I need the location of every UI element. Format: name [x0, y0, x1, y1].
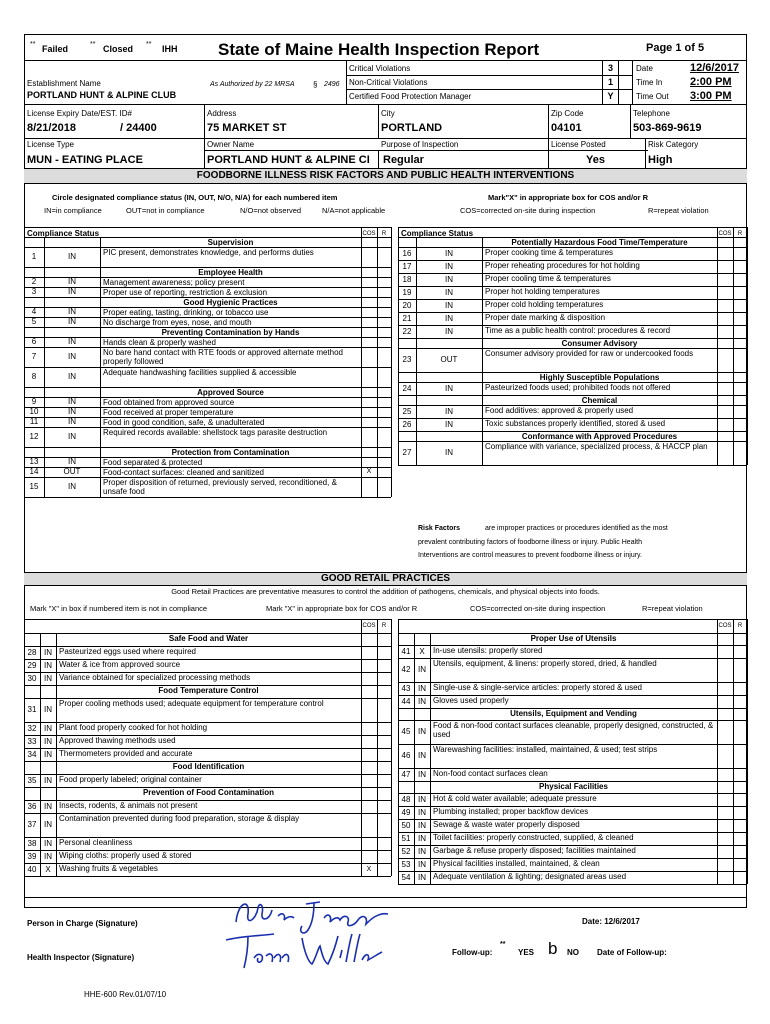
group-title: Physical Facilities: [539, 782, 608, 791]
date-label: Date: [636, 64, 653, 73]
item-description: Consumer advisory provided for raw or undercooked foods: [485, 349, 694, 358]
closed-mark: **: [90, 41, 96, 48]
item-number: 6: [31, 337, 37, 346]
group-title: Proper Use of Utensils: [530, 634, 617, 643]
item-number: 7: [31, 352, 37, 361]
item-description: Proper cooling time & temperatures: [485, 274, 611, 283]
item-number: 42: [401, 665, 411, 674]
item-number: 23: [402, 355, 412, 364]
item-description: Food obtained from approved source: [103, 398, 235, 407]
critical-count: 3: [607, 63, 613, 73]
phone-value: 503-869-9619: [633, 122, 702, 134]
retail-legend-mark: Mark "X" in box if numbered item is not in compliance: [30, 604, 208, 613]
item-description: Plumbing installed; proper backflow devices: [433, 807, 589, 816]
item-description: Single-use & single-service articles: properly stored & used: [433, 683, 642, 692]
item-number: 25: [402, 406, 412, 416]
item-description: In-use utensils: properly stored: [433, 646, 543, 655]
item-description: Gloves used properly: [433, 696, 509, 705]
compliance-status[interactable]: IN: [68, 307, 76, 316]
group-title: Utensils, Equipment and Vending: [510, 709, 637, 718]
item-number: 18: [402, 274, 412, 284]
item-number: 39: [27, 851, 37, 861]
item-description: Toxic substances properly identified, stored & used: [485, 419, 666, 428]
item-number: 2: [31, 277, 37, 286]
compliance-status[interactable]: IN: [68, 287, 76, 296]
compliance-status[interactable]: IN: [44, 647, 52, 657]
compliance-status[interactable]: IN: [44, 851, 52, 861]
item-description: Proper cold holding temperatures: [485, 300, 604, 309]
legend-out: OUT=not in compliance: [126, 206, 205, 215]
compliance-status[interactable]: IN: [44, 673, 52, 683]
item-description: Hands clean & properly washed: [103, 338, 216, 347]
item-number: 10: [29, 407, 39, 416]
item-number: 29: [27, 660, 37, 670]
report-title: State of Maine Health Inspection Report: [218, 40, 540, 59]
item-description: Compliance with variance, specialized process, & HACCP plan: [485, 442, 708, 451]
item-number: 45: [401, 727, 411, 736]
license-expiry: 8/21/2018: [27, 122, 76, 134]
item-description: Proper hot holding temperatures: [485, 287, 600, 296]
group-title: Approved Source: [197, 388, 264, 397]
inspector-signature-label: Health Inspector (Signature): [27, 953, 135, 962]
item-description: Required records available: shellstock tags parasite destruction: [103, 428, 328, 437]
group-title: Supervision: [207, 238, 254, 247]
item-description: Wiping cloths: properly used & stored: [59, 851, 192, 860]
compliance-status[interactable]: IN: [445, 300, 453, 310]
item-number: 14: [29, 467, 39, 476]
r-header: R: [381, 623, 387, 629]
group-title: Food Identification: [172, 762, 245, 771]
form-id: HHE-600 Rev.01/07/10: [84, 990, 167, 999]
compliance-status[interactable]: IN: [68, 352, 76, 361]
item-description: PIC present, demonstrates knowledge, and performs duties: [103, 248, 314, 257]
compliance-status[interactable]: X: [45, 864, 51, 874]
compliance-status[interactable]: IN: [418, 751, 426, 760]
compliance-status[interactable]: IN: [44, 820, 52, 829]
item-description: Toilet facilities: properly constructed, supplied, & cleaned: [433, 833, 634, 842]
item-number: 32: [27, 723, 37, 733]
compliance-status[interactable]: IN: [68, 457, 76, 466]
compliance-status[interactable]: IN: [44, 660, 52, 670]
legend-no: N/O=not observed: [240, 206, 302, 215]
item-description: Food separated & protected: [103, 458, 203, 467]
establishment-label: Establishment Name: [27, 79, 101, 88]
compliance-status[interactable]: IN: [68, 432, 76, 441]
section-mark: §: [313, 80, 318, 89]
legend-cos: COS=corrected on-site during inspection: [460, 206, 596, 215]
group-title: Protection from Contamination: [171, 448, 290, 457]
compliance-status[interactable]: IN: [68, 407, 76, 416]
instr-right: Mark"X" in appropriate box for COS and/or R: [488, 193, 649, 202]
license-expiry-label: License Expiry Date/EST. ID#: [27, 109, 132, 118]
critical-label: Critical Violations: [349, 64, 411, 73]
item-description: Proper eating, tasting, drinking, or tobacco use: [103, 308, 269, 317]
cos-header: COS: [718, 231, 732, 237]
item-description: Food & non-food contact surfaces cleanable, properly designed, constructed, & used: [433, 721, 714, 739]
date-value: 12/6/2017: [690, 62, 739, 74]
address-value: 75 MARKET ST: [207, 122, 287, 134]
compliance-status[interactable]: IN: [445, 448, 453, 457]
item-description: Time as a public health control: procedures & record: [485, 326, 671, 335]
compliance-status[interactable]: OUT: [63, 467, 81, 476]
license-posted: Yes: [586, 154, 605, 166]
section-num: 2496: [324, 81, 340, 88]
item-description: Proper reheating procedures for hot holding: [485, 261, 640, 270]
item-number: 49: [401, 807, 411, 817]
item-number: 22: [402, 326, 412, 336]
item-description: Proper use of reporting, restriction & exclusion: [103, 288, 268, 297]
compliance-status[interactable]: IN: [44, 775, 52, 785]
legend-in: IN=in compliance: [44, 206, 102, 215]
item-number: 34: [27, 749, 37, 759]
group-title: Preventing Contamination by Hands: [161, 328, 300, 337]
zip-label: Zip Code: [551, 109, 584, 118]
city-value: PORTLAND: [381, 122, 443, 134]
foodborne-title: FOODBORNE ILLNESS RISK FACTORS AND PUBLIC HEALTH INTERVENTIONS: [196, 170, 575, 181]
license-posted-label: License Posted: [551, 140, 606, 149]
compliance-status[interactable]: IN: [68, 397, 76, 406]
compliance-status-header: Compliance Status: [401, 229, 474, 238]
item-description: Non-food contact surfaces clean: [433, 769, 548, 778]
legend-r: R=repeat violation: [648, 206, 709, 215]
item-number: 44: [401, 696, 411, 706]
time-in-label: Time In: [636, 78, 663, 87]
item-description: Physical facilities installed, maintained, & clean: [433, 859, 600, 868]
compliance-status[interactable]: IN: [445, 326, 453, 336]
item-description: Personal cleanliness: [59, 838, 133, 847]
item-description: Utensils, equipment, & linens: properly stored, dried, & handled: [433, 659, 657, 668]
item-number: 48: [401, 794, 411, 804]
retail-intro: Good Retail Practices are preventative measures to control the addition of pathogens, chemicals, and physical objects into foods.: [171, 587, 600, 596]
item-description: Plant food properly cooked for hot holding: [59, 723, 208, 732]
item-number: 27: [402, 448, 412, 457]
item-description: Food received at proper temperature: [103, 408, 234, 417]
item-number: 30: [27, 673, 37, 683]
item-number: 8: [31, 372, 37, 381]
item-description: Washing fruits & vegetables: [59, 864, 158, 873]
item-number: 53: [401, 859, 411, 869]
group-title: Chemical: [581, 396, 618, 405]
group-title: Food Temperature Control: [158, 686, 259, 695]
time-out-value: 3:00 PM: [690, 90, 732, 102]
inspector-signature: [222, 928, 392, 972]
item-number: 1: [31, 252, 37, 261]
retail-legend-r: R=repeat violation: [642, 604, 703, 613]
item-description: Food additives: approved & properly used: [485, 406, 634, 415]
compliance-status[interactable]: IN: [445, 274, 453, 284]
item-number: 43: [401, 683, 411, 693]
item-number: 5: [31, 317, 37, 326]
cos-box[interactable]: X: [366, 468, 372, 475]
compliance-status[interactable]: IN: [418, 833, 426, 843]
item-description: Food-contact surfaces: cleaned and sanitized: [103, 468, 264, 477]
item-description: Proper date marking & disposition: [485, 313, 606, 322]
item-number: 4: [31, 307, 37, 316]
compliance-status-header: Compliance Status: [27, 229, 100, 238]
item-description: No bare hand contact with RTE foods or approved alternate method properly followed: [103, 348, 343, 366]
item-number: 3: [31, 287, 37, 296]
item-number: 24: [402, 383, 412, 393]
risk-note-d: Interventions are control measures to prevent foodborne illness or injury.: [418, 552, 642, 559]
item-number: 12: [29, 432, 39, 441]
phone-label: Telephone: [633, 109, 670, 118]
followup-mark: **: [500, 941, 506, 948]
followup-label: Follow-up:: [452, 948, 493, 957]
failed-mark: **: [30, 41, 36, 48]
time-in-value: 2:00 PM: [690, 76, 732, 88]
address-label: Address: [207, 109, 237, 118]
compliance-status[interactable]: IN: [44, 838, 52, 848]
item-number: 41: [401, 646, 411, 656]
item-number: 16: [402, 248, 412, 258]
compliance-status[interactable]: IN: [68, 317, 76, 326]
item-description: Water & ice from approved source: [59, 660, 181, 669]
compliance-status[interactable]: IN: [68, 372, 76, 381]
item-number: 47: [401, 769, 411, 779]
item-number: 26: [402, 419, 412, 429]
risk-label: Risk Category: [648, 140, 699, 149]
compliance-status[interactable]: IN: [418, 696, 426, 706]
item-number: 33: [27, 736, 37, 746]
item-description: Food properly labeled; original container: [59, 775, 202, 784]
ihh-checkbox[interactable]: IHH: [162, 44, 178, 54]
item-description: Pasteurized foods used; prohibited foods not offered: [485, 383, 671, 392]
item-number: 15: [29, 482, 39, 491]
item-number: 40: [27, 864, 37, 874]
cfpm-label: Certified Food Protection Manager: [349, 92, 472, 101]
pic-signature-label: Person in Charge (Signature): [27, 919, 138, 928]
retail-title: GOOD RETAIL PRACTICES: [320, 573, 451, 584]
compliance-status[interactable]: OUT: [440, 355, 458, 364]
compliance-status[interactable]: IN: [68, 277, 76, 286]
purpose-label: Purpose of Inspection: [381, 140, 459, 149]
item-number: 9: [31, 397, 37, 406]
item-description: Insects, rodents, & animals not present: [59, 801, 198, 810]
compliance-status[interactable]: IN: [445, 313, 453, 323]
compliance-status[interactable]: IN: [445, 406, 453, 416]
cos-header: COS: [362, 623, 376, 629]
cos-header: COS: [718, 623, 732, 629]
item-description: Approved thawing methods used: [59, 736, 176, 745]
compliance-status[interactable]: X: [419, 646, 425, 656]
zip-value: 04101: [551, 122, 582, 134]
compliance-status[interactable]: IN: [68, 252, 76, 261]
item-number: 19: [402, 287, 412, 297]
license-type: MUN - EATING PLACE: [27, 154, 143, 166]
item-description: Hot & cold water available; adequate pressure: [433, 794, 597, 803]
item-description: Adequate ventilation & lighting; designated areas used: [433, 872, 627, 881]
group-title: Safe Food and Water: [168, 634, 249, 643]
item-number: 13: [29, 457, 39, 466]
compliance-status[interactable]: IN: [68, 337, 76, 346]
item-number: 20: [402, 300, 412, 310]
item-number: 51: [401, 833, 411, 843]
item-number: 17: [402, 261, 412, 271]
group-title: Prevention of Food Contamination: [142, 788, 275, 797]
item-description: Garbage & refuse properly disposed; facilities maintained: [433, 846, 636, 855]
compliance-status[interactable]: IN: [418, 807, 426, 817]
cfpm-value: Y: [607, 91, 614, 101]
owner-value: PORTLAND HUNT & ALPINE CI: [207, 154, 370, 166]
item-description: Proper disposition of returned, previously served, reconditioned, & unsafe food: [103, 478, 337, 496]
item-number: 35: [27, 775, 37, 785]
group-title: Conformance with Approved Procedures: [521, 432, 678, 441]
item-description: Food in good condition, safe, & unadulterated: [103, 418, 265, 427]
cos-header: COS: [362, 231, 376, 237]
city-label: City: [381, 109, 395, 118]
item-description: No discharge from eyes, nose, and mouth: [103, 318, 252, 327]
compliance-status[interactable]: IN: [418, 727, 426, 736]
compliance-status[interactable]: IN: [445, 287, 453, 297]
compliance-status[interactable]: IN: [44, 705, 52, 714]
failed-checkbox[interactable]: Failed: [42, 44, 69, 54]
item-number: 37: [27, 820, 37, 829]
compliance-status[interactable]: IN: [44, 749, 52, 759]
retail-legend-cosr: Mark "X" in appropriate box for COS and/or R: [266, 604, 418, 613]
compliance-status[interactable]: IN: [418, 872, 426, 882]
compliance-status[interactable]: IN: [418, 794, 426, 804]
item-number: 52: [401, 846, 411, 856]
item-description: Contamination prevented during food preparation, storage & display: [59, 814, 300, 823]
ihh-mark: **: [146, 41, 152, 48]
compliance-status[interactable]: IN: [44, 736, 52, 746]
risk-note-c: prevalent contributing factors of foodborne illness or injury. Public Health: [418, 539, 642, 546]
compliance-status[interactable]: IN: [418, 665, 426, 674]
compliance-status[interactable]: IN: [445, 383, 453, 393]
inspection-date: Date: 12/6/2017: [582, 917, 640, 926]
est-id: / 24400: [120, 122, 157, 134]
item-number: 21: [402, 313, 412, 323]
noncritical-count: 1: [607, 77, 613, 87]
item-description: Warewashing facilities: installed, maintained, & used; test strips: [433, 745, 658, 754]
followup-date-label: Date of Follow-up:: [597, 948, 667, 957]
r-header: R: [737, 231, 743, 237]
group-title: Potentially Hazardous Food Time/Temperature: [511, 238, 688, 247]
compliance-status[interactable]: IN: [445, 419, 453, 429]
item-number: 54: [401, 872, 411, 882]
retail-legend-cos: COS=corrected on-site during inspection: [470, 604, 606, 613]
compliance-status[interactable]: IN: [445, 261, 453, 271]
item-description: Proper cooking time & temperatures: [485, 248, 614, 257]
compliance-status[interactable]: IN: [418, 769, 426, 779]
item-number: 46: [401, 751, 411, 760]
compliance-status[interactable]: IN: [445, 248, 453, 258]
group-title: Consumer Advisory: [561, 339, 638, 348]
instr-left: Circle designated compliance status (IN, OUT, N/O, N/A) for each numbered item: [52, 193, 338, 202]
item-number: 28: [27, 647, 37, 657]
time-out-label: Time Out: [636, 92, 669, 101]
item-number: 11: [29, 417, 39, 426]
group-title: Employee Health: [198, 268, 263, 277]
item-description: Adequate handwashing facilities supplied & accessible: [103, 368, 297, 377]
group-title: Good Hygienic Practices: [183, 298, 278, 307]
item-number: 38: [27, 838, 37, 848]
item-description: Proper cooling methods used; adequate equipment for temperature control: [59, 699, 324, 708]
item-number: 50: [401, 820, 411, 830]
item-description: Sewage & waste water properly disposed: [433, 820, 580, 829]
followup-yes[interactable]: YES: [518, 948, 535, 957]
item-description: Thermometers provided and accurate: [59, 749, 193, 758]
risk-note-b: are improper practices or procedures identified as the most: [485, 525, 668, 532]
authority-text: As Authorized by 22 MRSA: [210, 81, 295, 88]
compliance-status[interactable]: IN: [44, 801, 52, 811]
risk-value: High: [648, 154, 673, 166]
compliance-status[interactable]: IN: [418, 846, 426, 856]
followup-no-mark: b: [548, 939, 558, 958]
owner-label: Owner Name: [207, 140, 255, 149]
purpose-value: Regular: [383, 154, 424, 166]
item-description: Pasteurized eggs used where required: [59, 647, 196, 656]
compliance-status[interactable]: IN: [418, 683, 426, 693]
compliance-status[interactable]: IN: [418, 859, 426, 869]
noncritical-label: Non-Critical Violations: [349, 78, 428, 87]
closed-checkbox[interactable]: Closed: [103, 44, 134, 54]
compliance-status[interactable]: IN: [418, 820, 426, 830]
item-description: Management awareness; policy present: [103, 278, 245, 287]
compliance-status[interactable]: IN: [44, 723, 52, 733]
cos-box[interactable]: X: [366, 865, 372, 873]
establishment-name: PORTLAND HUNT & ALPINE CLUB: [27, 90, 177, 100]
followup-no[interactable]: NO: [567, 948, 579, 957]
r-header: R: [381, 231, 387, 237]
r-header: R: [737, 623, 743, 629]
page-indicator: Page 1 of 5: [646, 42, 705, 54]
group-title: Highly Susceptible Populations: [539, 373, 660, 382]
risk-note-a: Risk Factors: [418, 525, 461, 532]
compliance-status[interactable]: IN: [68, 417, 76, 426]
license-type-label: License Type: [27, 140, 74, 149]
legend-na: N/A=not applicable: [322, 206, 386, 215]
item-number: 36: [27, 801, 37, 811]
item-description: Variance obtained for specialized processing methods: [59, 673, 251, 682]
compliance-status[interactable]: IN: [68, 482, 76, 491]
item-number: 31: [27, 705, 37, 714]
